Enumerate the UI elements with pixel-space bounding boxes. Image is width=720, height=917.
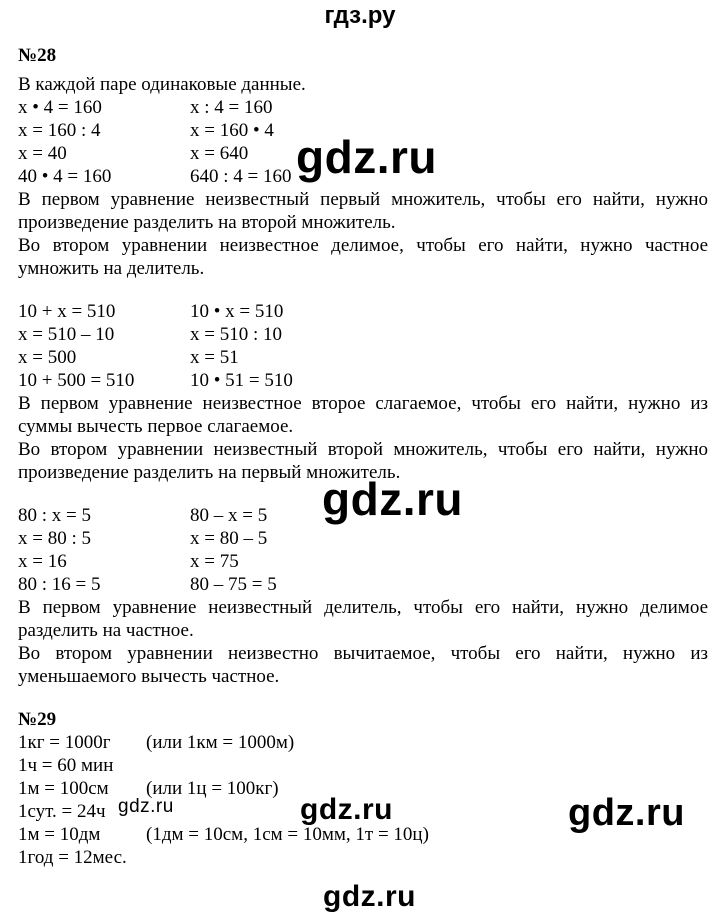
conversion-main: 1сут. = 24ч xyxy=(18,801,106,822)
equation-left: x = 510 – 10 xyxy=(18,324,115,345)
watermark-text: gdz.ru xyxy=(322,473,463,525)
equation-left: 80 : x = 5 xyxy=(18,505,91,526)
equation-right: x : 4 = 160 xyxy=(190,97,273,118)
conversion-note: (1дм = 10см, 1см = 10мм, 1т = 10ц) xyxy=(146,824,429,845)
equation-left: x = 40 xyxy=(18,143,67,164)
explanation-paragraph: В первом уравнение неизвестный первый множитель, чтобы его найти, нужно произведение разделить на второй множитель. xyxy=(18,189,708,233)
equation-left: 10 + 500 = 510 xyxy=(18,370,135,391)
explanation-paragraph: В первом уравнение неизвестный делитель, чтобы его найти, нужно делимое разделить на частное. xyxy=(18,597,708,641)
watermark-text: gdz.ru xyxy=(296,131,437,183)
equation-left: 10 + x = 510 xyxy=(18,301,116,322)
equation-right: 640 : 4 = 160 xyxy=(190,166,292,187)
equation-right: x = 510 : 10 xyxy=(190,324,282,345)
equation-right: 80 – 75 = 5 xyxy=(190,574,277,595)
equation-right: x = 640 xyxy=(190,143,249,164)
equation-left: x = 80 : 5 xyxy=(18,528,91,549)
equation-left: 40 • 4 = 160 xyxy=(18,166,112,187)
equation-left: x = 500 xyxy=(18,347,77,368)
conversion-note: (или 1ц = 100кг) xyxy=(146,778,279,799)
equation-left: x • 4 = 160 xyxy=(18,97,102,118)
conversion-main: 1кг = 1000г xyxy=(18,732,111,753)
explanation-paragraph: В первом уравнение неизвестное второе слагаемое, чтобы его найти, нужно из суммы вычесть первое слагаемое. xyxy=(18,393,708,437)
equation-right: 80 – x = 5 xyxy=(190,505,268,526)
task-29-title: №29 xyxy=(18,709,57,730)
equation-left: x = 160 : 4 xyxy=(18,120,101,141)
conversion-main: 1м = 10дм xyxy=(18,824,101,845)
watermark-text: gdz.ru xyxy=(323,880,416,913)
equation-right: 10 • 51 = 510 xyxy=(190,370,293,391)
equation-left: 80 : 16 = 5 xyxy=(18,574,101,595)
explanation-paragraph: Во втором уравнении неизвестно вычитаемое, чтобы его найти, нужно из уменьшаемого вычесть частное. xyxy=(18,643,708,687)
equation-left: x = 16 xyxy=(18,551,67,572)
site-header-title: гдз.ру xyxy=(324,2,396,29)
equation-right: x = 160 • 4 xyxy=(190,120,274,141)
explanation-paragraph: Во втором уравнении неизвестное делимое, чтобы его найти, нужно частное умножить на делитель. xyxy=(18,235,708,279)
equation-right: x = 75 xyxy=(190,551,239,572)
watermark-text: gdz.ru xyxy=(300,793,393,826)
watermark-text: gdz.ru xyxy=(568,792,685,834)
task-28-title: №28 xyxy=(18,45,57,66)
explanation-paragraph: Во втором уравнении неизвестный второй множитель, чтобы его найти, нужно произведение разделить на первый множитель. xyxy=(18,439,708,483)
conversion-main: 1ч = 60 мин xyxy=(18,755,114,776)
equation-right: x = 80 – 5 xyxy=(190,528,268,549)
watermark-text: gdz.ru xyxy=(118,796,174,817)
task-28-intro: В каждой паре одинаковые данные. xyxy=(18,74,306,95)
equation-right: 10 • x = 510 xyxy=(190,301,284,322)
conversion-note: (или 1км = 1000м) xyxy=(146,732,295,753)
equation-right: x = 51 xyxy=(190,347,239,368)
conversion-main: 1м = 100см xyxy=(18,778,109,799)
conversion-main: 1год = 12мес. xyxy=(18,847,127,868)
